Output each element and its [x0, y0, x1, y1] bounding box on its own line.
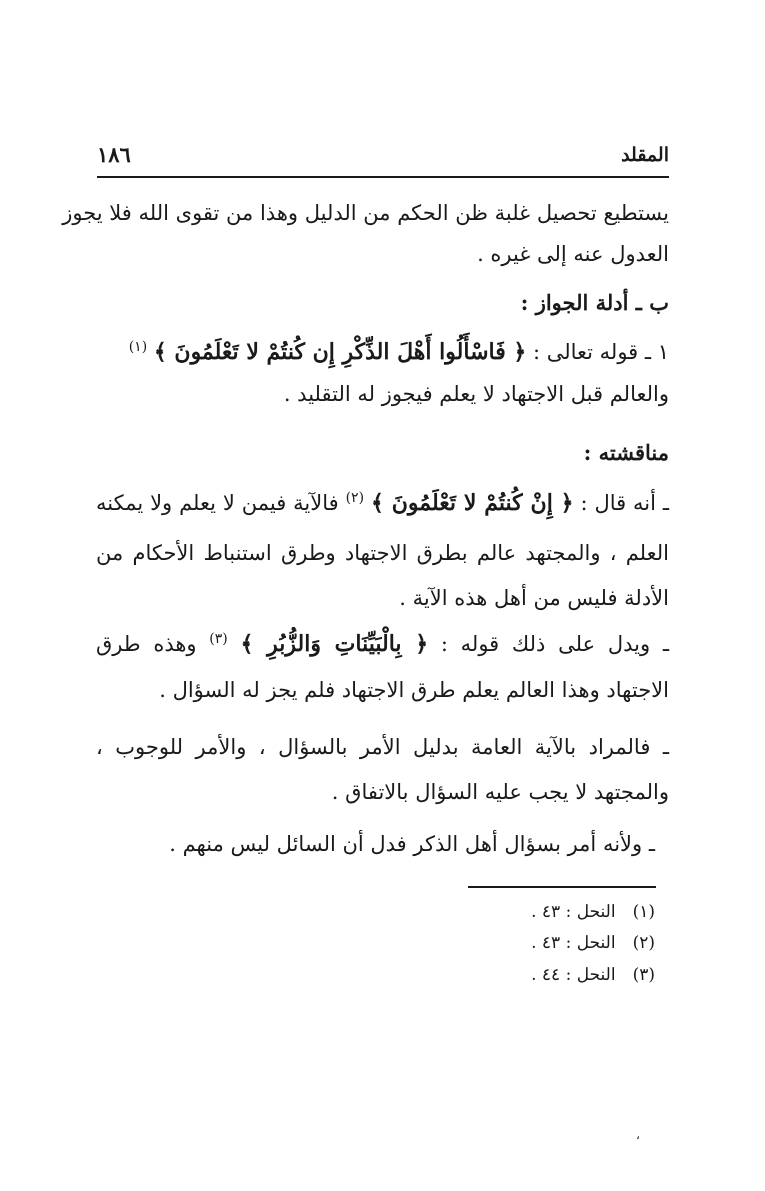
paragraph-line: العلم ، والمجتهد عالم بطرق الاجتهاد وطرق استنباط الأحكام من [96, 541, 669, 565]
paragraph-line: الأدلة فليس من أهل هذه الآية . [399, 586, 669, 610]
discussion-text: وهذه طرق [96, 632, 210, 656]
quran-verse: ﴿ بِالْبَيِّنَاتِ وَالزُّبُرِ ﴾ [240, 631, 429, 657]
footnote-number: (١) [632, 902, 655, 922]
footnote-text: النحل : ٤٣ . [531, 933, 616, 953]
paragraph-line: ـ فالمراد بالآية العامة بدليل الأمر بالسؤال ، والأمر للوجوب ، [96, 735, 669, 759]
footnote-text: النحل : ٤٣ . [531, 902, 616, 922]
evidence-item-line [129, 341, 669, 363]
footnote-number: (٣) [632, 965, 655, 985]
footnote-divider [468, 886, 656, 888]
discussion-text: فالآية فيمن لا يعلم ولا يمكنه [96, 491, 346, 515]
footnote-text: النحل : ٤٤ . [531, 965, 616, 985]
page-number: ١٨٦ [97, 142, 131, 167]
footnote [531, 967, 655, 984]
discussion-text: ـ ويدل على ذلك قوله : [428, 632, 669, 656]
running-title: المقلد [621, 144, 669, 166]
item-number-text: ١ ـ قوله تعالى : [526, 340, 669, 364]
paragraph-line: ـ ولأنه أمر بسؤال أهل الذكر فدل أن السائل ليس منهم . [169, 832, 655, 856]
quran-verse: ﴿ فَاسْأَلُوا أَهْلَ الذِّكْرِ إِن كُنتُمْ لا تَعْلَمُونَ ﴾ [153, 339, 527, 365]
paragraph-line: العدول عنه إلى غيره . [477, 242, 669, 266]
section-heading: مناقشته : [583, 440, 669, 465]
paragraph-line: والمجتهد لا يجب عليه السؤال بالاتفاق . [331, 780, 669, 804]
discussion-line [96, 492, 669, 514]
section-heading: ب ـ أدلة الجواز : [520, 290, 669, 315]
paragraph-line: يستطيع تحصيل غلبة ظن الحكم من الدليل وهذا من تقوى الله فلا يجوز [62, 201, 669, 225]
discussion-text: ـ أنه قال : [573, 491, 670, 515]
paragraph-line: الاجتهاد وهذا العالم يعلم طرق الاجتهاد فلم يجز له السؤال . [159, 678, 669, 702]
header-divider [97, 176, 669, 178]
footnote [531, 904, 655, 921]
stray-mark: ، [636, 1128, 640, 1142]
paragraph-line: والعالم قبل الاجتهاد لا يعلم فيجوز له التقليد . [283, 382, 669, 406]
quran-verse: ﴿ إِنْ كُنتُمْ لا تَعْلَمُونَ ﴾ [370, 490, 574, 516]
footnote-number: (٢) [632, 933, 655, 953]
page-header [97, 140, 669, 174]
footnote [531, 935, 655, 952]
discussion-line [96, 633, 669, 655]
footnote-ref: (٢) [345, 490, 365, 506]
footnote-ref: (١) [128, 339, 148, 355]
footnote-ref: (٣) [209, 631, 228, 647]
